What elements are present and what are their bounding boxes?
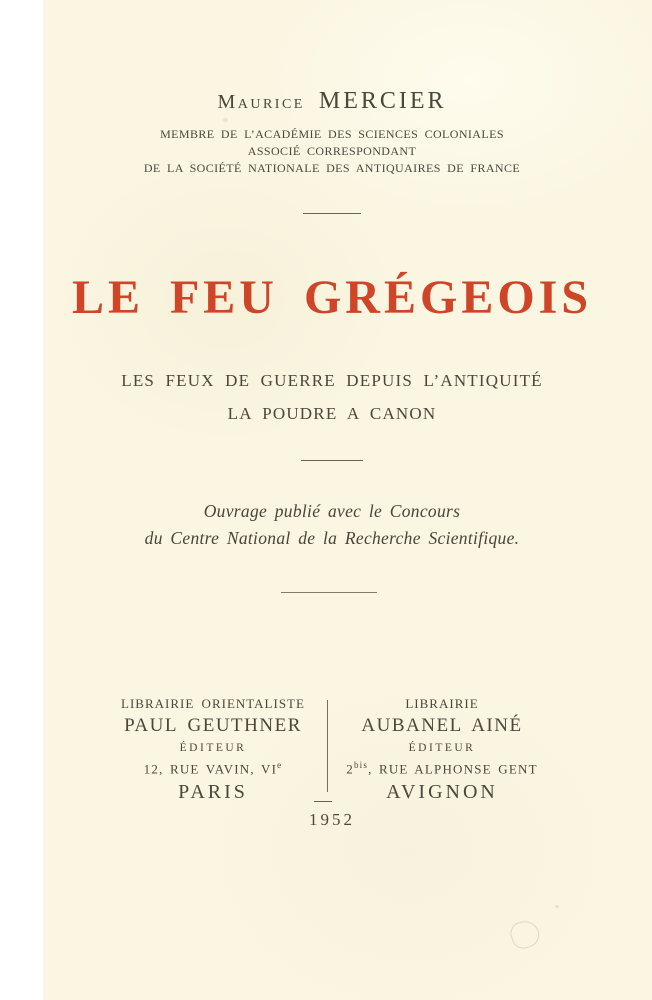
author-credentials [43, 126, 621, 177]
publication-note-line-2: du Centre National de la Recherche Scientifique. [144, 528, 520, 548]
ornament-rule-middle [301, 460, 363, 461]
ornament-rule-bottom [281, 592, 377, 593]
publisher-name: AUBANEL AINÉ [361, 715, 523, 736]
publisher-role: ÉDITEUR [408, 742, 476, 754]
author-name [43, 88, 621, 115]
author-first-name: Maurice [217, 91, 305, 113]
publishers-section [99, 694, 556, 804]
subtitle-line-2: LA POUDRE A CANON [227, 404, 437, 423]
publisher-type: LIBRAIRIE [405, 696, 479, 711]
publisher-right [328, 694, 556, 804]
publisher-city: AVIGNON [386, 781, 498, 804]
publisher-address [99, 760, 327, 777]
title-page-content [43, 0, 621, 1000]
address-text: , RUE ALPHONSE GENT [368, 761, 538, 777]
publisher-type: LIBRAIRIE ORIENTALISTE [121, 696, 305, 711]
credential-line: ASSOCIÉ CORRESPONDANT [247, 144, 417, 158]
book-title: LE FEU GRÉGEOIS [71, 271, 593, 324]
paper-speck [555, 905, 559, 908]
publisher-name: PAUL GEUTHNER [124, 715, 302, 736]
author-last-name: MERCIER [318, 88, 447, 114]
publication-note [43, 498, 621, 552]
address-superscript: bis [353, 760, 369, 770]
subtitle-line-1: LES FEUX DE GUERRE DEPUIS L’ANTIQUITÉ [121, 371, 543, 390]
credential-line: DE LA SOCIÉTÉ NATIONALE DES ANTIQUAIRES DE FRANCE [143, 161, 521, 175]
address-text: 12, RUE VAVIN, VI [143, 761, 278, 777]
paper-speck [223, 118, 228, 122]
publisher-role: ÉDITEUR [179, 742, 247, 754]
year-rule [314, 801, 332, 802]
publication-note-line-1: Ouvrage publié avec le Concours [203, 501, 461, 521]
publication-year: 1952 [309, 810, 355, 829]
publisher-city: PARIS [178, 781, 248, 804]
publisher-address [328, 760, 556, 777]
ornament-rule-top [303, 213, 361, 214]
publisher-left [99, 694, 327, 804]
address-superscript: e [277, 760, 283, 770]
address-text: 2 [346, 761, 354, 777]
credential-line: MEMBRE DE L’ACADÉMIE DES SCIENCES COLONIALES [160, 127, 504, 141]
book-page-paper [43, 0, 652, 1000]
